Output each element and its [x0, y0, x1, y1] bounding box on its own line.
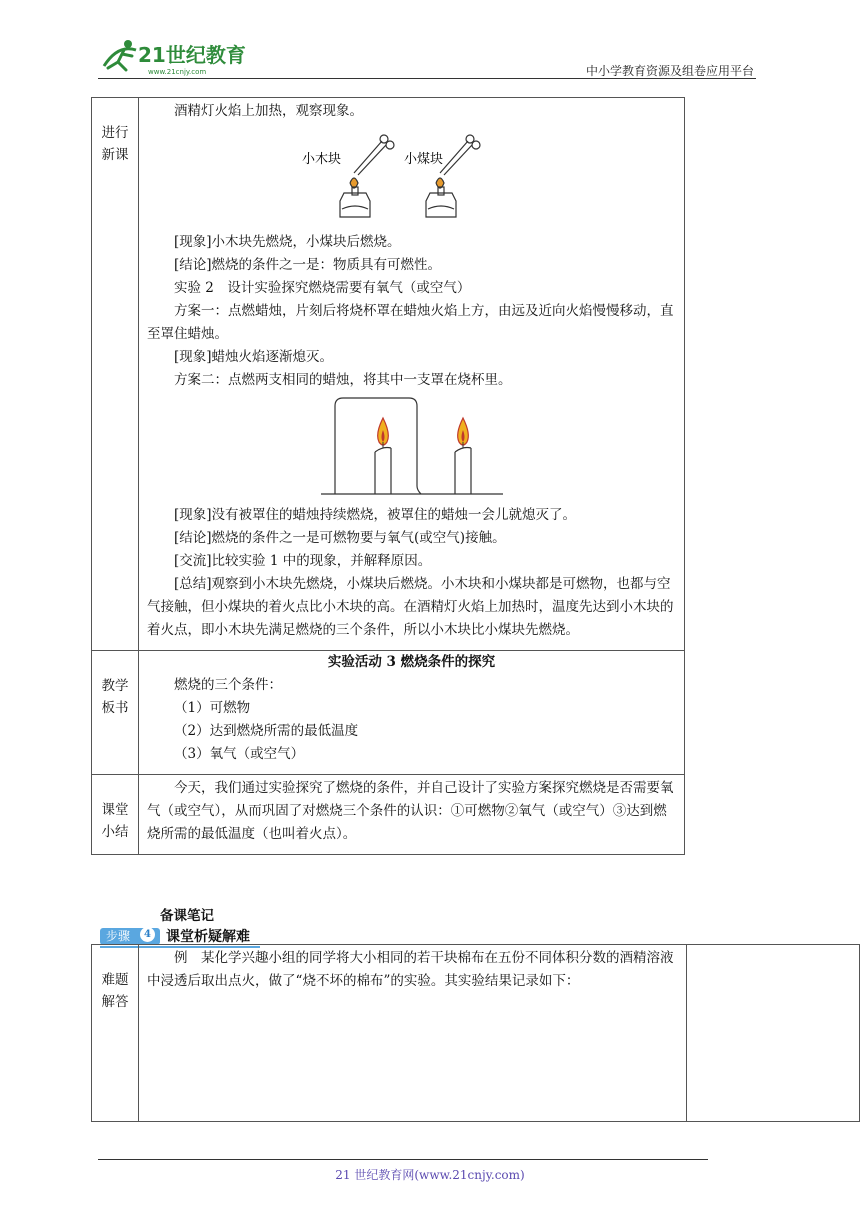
- table-row: [92, 98, 685, 651]
- paragraph: [总结]观察到小木块先燃烧，小煤块后燃烧。小木块和小煤块都是可燃物，也都与空气接触，但小煤块的着火点比小木块的高。在酒精灯火焰上加热时，温度先达到小木块的着火点，即小木块先满足燃烧的三个条件，所以小木块比小煤块先燃烧。: [147, 576, 674, 638]
- paragraph: [结论]燃烧的条件之一是：物质具有可燃性。: [174, 257, 442, 273]
- board-line: （1）可燃物: [174, 700, 251, 716]
- platform-name: 中小学教育资源及组卷应用平台: [585, 64, 754, 78]
- board-line: （2）达到燃烧所需的最低温度: [174, 723, 359, 739]
- step-title: 课堂析疑解难: [166, 929, 250, 945]
- row-content: [139, 98, 685, 651]
- row-content: [139, 651, 685, 775]
- paragraph: [现象]小木块先燃烧，小煤块后燃烧。: [174, 234, 401, 250]
- board-title: 实验活动 3 燃烧条件的探究: [327, 654, 496, 670]
- row-label: 教学 板书: [92, 651, 139, 775]
- board-line: 燃烧的三个条件：: [174, 677, 282, 693]
- table-row: [92, 651, 685, 775]
- lesson-table: [91, 97, 685, 855]
- paragraph: 实验 2 设计实验探究燃烧需要有氧气（或空气）: [174, 280, 471, 296]
- problem-text: 例 某化学兴趣小组的同学将大小相同的若干块棉布在五份不同体积分数的酒精溶液中浸透后取出点火，做了“烧不坏的棉布”的实验。其实验结果记录如下：: [147, 950, 674, 989]
- candle-beaker-figure: [317, 396, 507, 500]
- paragraph: [现象]没有被罩住的蜡烛持续燃烧，被罩住的蜡烛一会儿就熄灭了。: [174, 507, 577, 523]
- step-badge: 步骤: [100, 928, 160, 945]
- lamp-right: [426, 135, 480, 217]
- logo-text: 21世纪教育: [138, 43, 246, 67]
- paragraph: [现象]蜡烛火焰逐渐熄灭。: [174, 349, 334, 365]
- beaker: [335, 398, 421, 494]
- problem-content: [139, 945, 687, 1122]
- paragraph: 方案一：点燃蜡烛，片刻后将烧杯罩在蜡烛火焰上方，由远及近向火焰慢慢移动，直至罩住蜡烛。: [147, 303, 674, 342]
- table-row: [92, 775, 685, 855]
- board-line: （3）氧气（或空气）: [174, 746, 305, 762]
- problem-table: [91, 944, 860, 1122]
- row-label: 进行 新课: [92, 98, 139, 651]
- row-content: [139, 775, 685, 855]
- figure-label-coal: 小煤块: [403, 152, 443, 167]
- paragraph: 方案二：点燃两支相同的蜡烛，将其中一支罩在烧杯里。: [174, 372, 512, 388]
- notes-column: [686, 945, 859, 1122]
- alcohol-lamp-figure: [292, 127, 532, 227]
- header-divider: [98, 78, 756, 79]
- notes-title: 备课笔记: [160, 908, 214, 924]
- paragraph: [交流]比较实验 1 中的现象，并解释原因。: [174, 553, 432, 569]
- logo-url: www.21cnjy.com: [148, 68, 207, 76]
- summary-text: 今天，我们通过实验探究了燃烧的条件，并自己设计了实验方案探究燃烧是否需要氧气（或空气），从而巩固了对燃烧三个条件的认识：①可燃物②氧气（或空气）③达到燃烧所需的最低温度（也叫着火点）。: [147, 780, 674, 842]
- table-row: [92, 945, 860, 1122]
- footer-divider: [98, 1159, 708, 1160]
- site-logo: [98, 36, 258, 78]
- row-label: 难题 解答: [92, 945, 139, 1122]
- paragraph: 酒精灯火焰上加热，观察现象。: [174, 103, 363, 119]
- candle-uncovered: [455, 418, 471, 494]
- row-label: 课堂 小结: [92, 775, 139, 855]
- figure-label-wood: 小木块: [301, 152, 341, 167]
- paragraph: [结论]燃烧的条件之一是可燃物要与氧气(或空气)接触。: [174, 530, 506, 546]
- lamp-left: [340, 135, 394, 217]
- step-number: 4: [140, 927, 155, 942]
- candle-covered: [375, 418, 391, 494]
- footer-text: 21 世纪教育网(www.21cnjy.com): [335, 1168, 525, 1182]
